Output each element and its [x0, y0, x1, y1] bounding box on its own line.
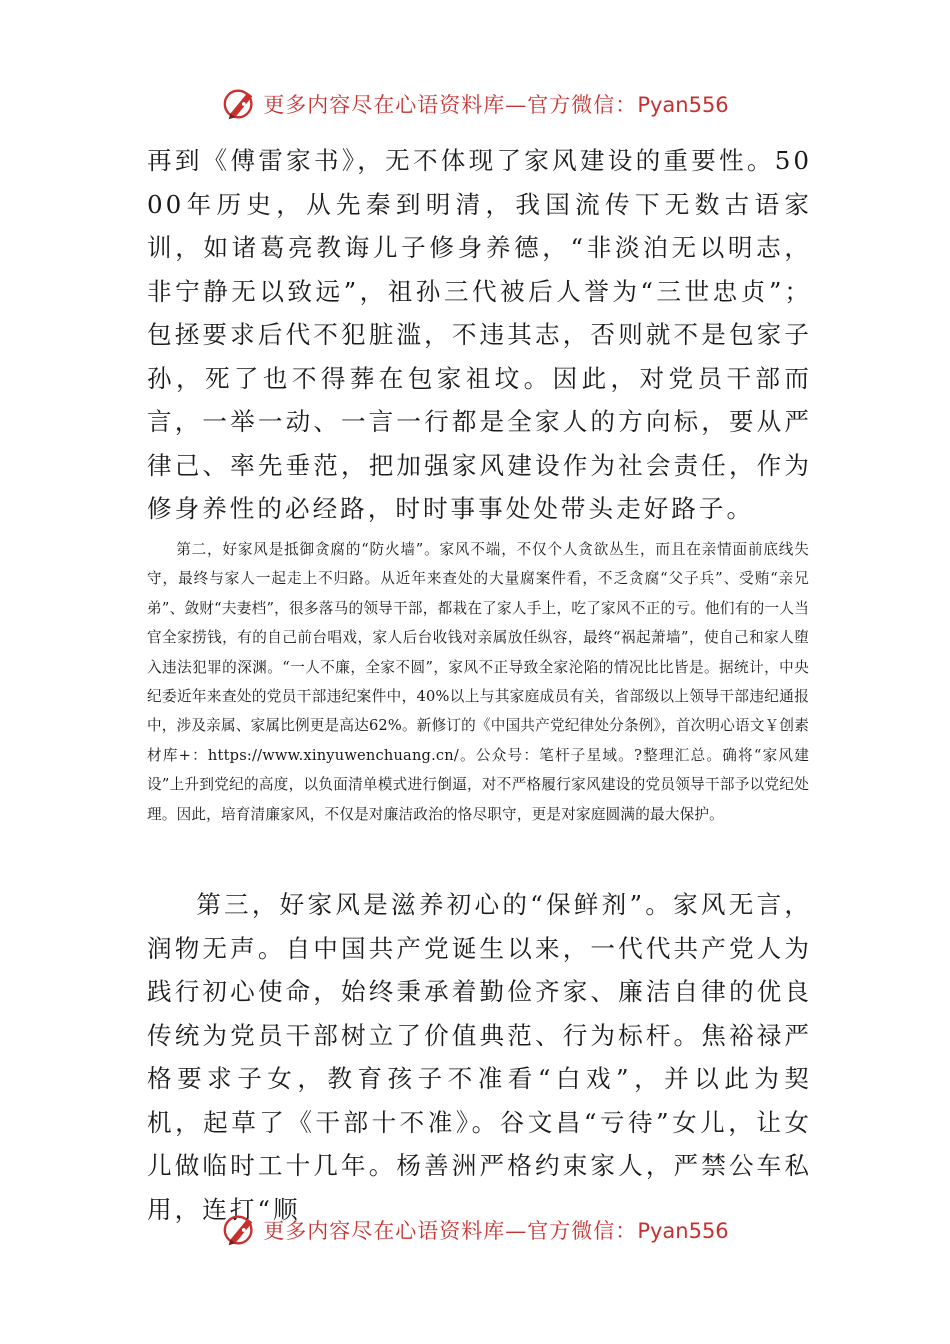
banner-handle: Pyan556	[637, 1219, 729, 1243]
footer-banner	[0, 1208, 950, 1252]
banner-text: 更多内容尽在心语资料库—官方微信：Pyan556	[263, 1219, 729, 1243]
paragraph-3: 第三，好家风是滋养初心的“保鲜剂”。家风无言，润物无声。自中国共产党诞生以来，一代代共产党人为践行初心使命，始终秉承着勤俭齐家、廉洁自律的优良传统为党员干部树立了价值典范、行为标杆。焦裕禄严格要求子女，教育孩子不准看“白戏”，并以此为契机，起草了《干部十不准》。谷文昌“亏待”女儿，让女儿做临时工十几年。杨善洲严格约束家人，严禁公车私用，连打“顺	[147, 890, 812, 1224]
pen-logo-icon	[221, 85, 259, 123]
banner-text: 更多内容尽在心语资料库—官方微信：Pyan556	[263, 93, 729, 117]
header-banner	[0, 82, 950, 126]
banner-handle: Pyan556	[637, 93, 729, 117]
pen-logo-icon	[221, 1211, 259, 1249]
paragraph-1: 再到《傅雷家书》，无不体现了家风建设的重要性。5000年历史，从先秦到明清，我国流传下无数古语家训，如诸葛亮教诲儿子修身养德，“非淡泊无以明志，非宁静无以致远”，祖孙三代被后人誉为“三世忠贞”；包拯要求后代不犯脏滥，不违其志，否则就不是包家子孙，死了也不得葬在包家祖坟。因此，对党员干部而言，一举一动、一言一行都是全家人的方向标，要从严律己、率先垂范，把加强家风建设作为社会责任，作为修身养性的必经路，时时事事处处带头走好路子。	[147, 146, 812, 523]
paragraph-2: 第二，好家风是抵御贪腐的“防火墙”。家风不端，不仅个人贪欲丛生，而且在亲情面前底线失守，最终与家人一起走上不归路。从近年来查处的大量腐案件看，不乏贪腐“父子兵”、受贿“亲兄弟”、敛财“夫妻档”，很多落马的领导干部，都栽在了家人手上，吃了家风不正的亏。他们有的一人当官全家捞钱，有的自己前台唱戏，家人后台收钱对亲属放任纵容，最终“祸起萧墙”，使自己和家人堕入违法犯罪的深渊。“一人不廉，全家不圆”，家风不正导致全家沦陷的情况比比皆是。据统计，中央纪委近年来查处的党员干部违纪案件中，40%以上与其家庭成员有关，省部级以上领导干部违纪通报中，涉及亲属、家属比例更是高达62%。新修订的《中国共产党纪律处分条例》，首次明心语文￥创素材库+：https://www.xinyuwenchuang.cn/。公众号：笔杆子星域。?整理汇总。确将“家风建设”上升到党纪的高度，以负面清单模式进行倒逼，对不严格履行家风建设的党员领导干部予以党纪处理。因此，培育清廉家风，不仅是对廉洁政治的恪尽职守，更是对家庭圆满的最大保护。	[147, 541, 809, 823]
